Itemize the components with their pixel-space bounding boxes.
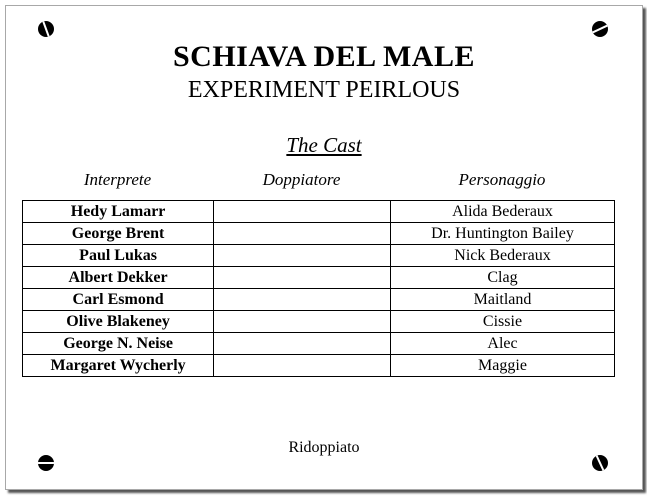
table-row [23, 267, 615, 289]
dubber-cell [214, 201, 391, 223]
table-row [23, 245, 615, 267]
cast-heading: The Cast [286, 133, 362, 157]
footer-label: Ridoppiato [288, 439, 360, 456]
actor-cell: Paul Lukas [23, 245, 214, 267]
actor-cell: George N. Neise [23, 333, 214, 355]
dubber-cell [214, 245, 391, 267]
actor-cell: Hedy Lamarr [23, 201, 214, 223]
actor-cell: Margaret Wycherly [23, 355, 214, 377]
table-row [23, 355, 615, 377]
dubber-cell [214, 355, 391, 377]
role-cell: Alec [390, 333, 614, 355]
screw-icon [592, 21, 608, 37]
column-header-role: Personaggio [458, 170, 546, 189]
column-header-actor: Interprete [83, 170, 152, 189]
screw-icon [38, 21, 54, 37]
table-row [23, 333, 615, 355]
role-cell: Nick Bederaux [390, 245, 614, 267]
film-title: SCHIAVA DEL MALE [173, 40, 475, 73]
column-header-dubber: Doppiatore [262, 170, 341, 189]
actor-cell: Albert Dekker [23, 267, 214, 289]
role-cell: Clag [390, 267, 614, 289]
dubber-cell [214, 311, 391, 333]
actor-cell: George Brent [23, 223, 214, 245]
table-row [23, 289, 615, 311]
role-cell: Maggie [390, 355, 614, 377]
actor-cell: Olive Blakeney [23, 311, 214, 333]
table-row [23, 201, 615, 223]
dubber-cell [214, 333, 391, 355]
role-cell: Cissie [390, 311, 614, 333]
table-row [23, 223, 615, 245]
table-row [23, 311, 615, 333]
cast-plaque [5, 5, 643, 490]
role-cell: Alida Bederaux [390, 201, 614, 223]
dubber-cell [214, 289, 391, 311]
dubber-cell [214, 223, 391, 245]
role-cell: Maitland [390, 289, 614, 311]
cast-table [22, 200, 615, 377]
dubber-cell [214, 267, 391, 289]
original-title: EXPERIMENT PEIRLOUS [187, 77, 461, 103]
role-cell: Dr. Huntington Bailey [390, 223, 614, 245]
actor-cell: Carl Esmond [23, 289, 214, 311]
